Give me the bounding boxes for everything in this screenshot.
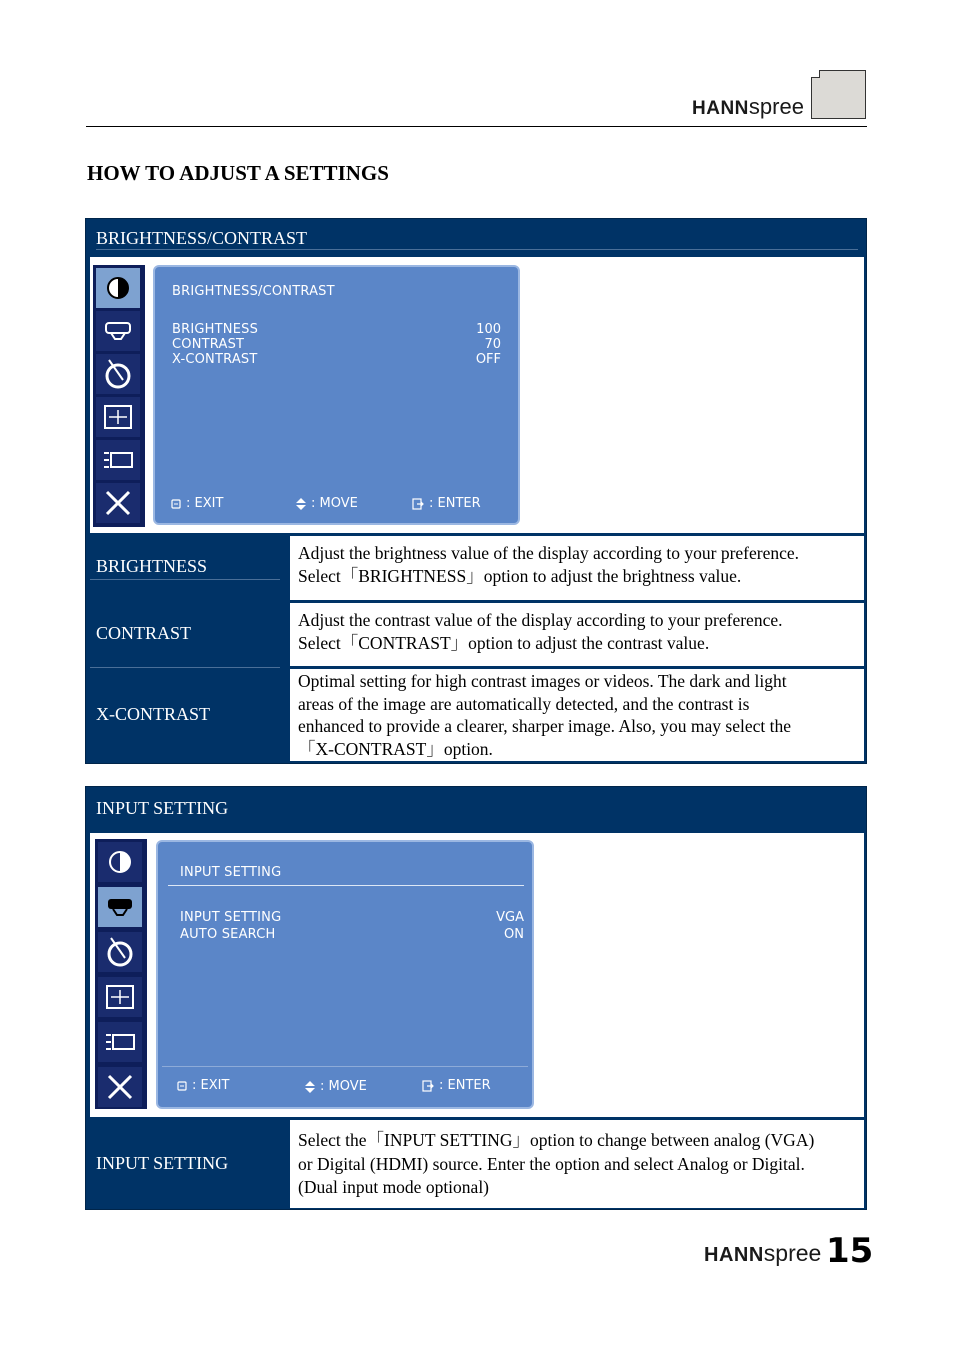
osd-tab-input <box>98 887 142 927</box>
row-divider <box>90 667 280 668</box>
osd-item-label: CONTRAST <box>172 337 245 352</box>
header-brand-logo <box>692 94 804 120</box>
osd-tab-brightness <box>98 842 142 882</box>
footer-brand-logo <box>704 1240 821 1267</box>
brand-bold: HANN <box>704 1244 764 1266</box>
osd-tab-position <box>96 397 140 437</box>
up-down-arrow-icon <box>296 498 306 510</box>
osd-tab-osd <box>96 440 140 480</box>
brightness-icon <box>104 274 132 302</box>
row-description: Adjust the brightness value of the display according to your preference. Select「BRIGHTNESS」option to adjust the brightness value. <box>290 536 864 600</box>
settings-row-contrast <box>86 603 866 666</box>
color-palette-icon <box>103 358 133 390</box>
page-title: HOW TO ADJUST A SETTINGS <box>87 161 389 185</box>
osd-item-value: VGA <box>496 910 524 925</box>
enter-icon <box>412 498 424 510</box>
row-description: Adjust the contrast value of the display according to your preference. Select「CONTRAST」option to adjust the contrast value. <box>290 603 864 666</box>
row-description: Optimal setting for high contrast images or videos. The dark and light areas of the image are automatically detected, and the contrast is enhanced to provide a clearer, sharper image. Also, you may select the 「X-CONTRAST」option. <box>290 669 864 761</box>
osd-sidebar <box>93 265 145 527</box>
settings-row-brightness <box>86 536 866 600</box>
page-tab-notch <box>811 70 820 78</box>
osd-tab-tools <box>96 483 140 523</box>
osd-tab-brightness <box>96 268 140 308</box>
brightness-icon <box>106 848 134 876</box>
osd-item-label: BRIGHTNESS <box>172 322 259 337</box>
settings-row-input-setting <box>86 1120 866 1208</box>
osd-tab-color <box>98 932 142 972</box>
osd-exit-hint: : EXIT <box>177 1078 229 1093</box>
osd-item-value: 100 <box>476 322 501 337</box>
osd-tab-tools <box>98 1067 142 1107</box>
section-heading-underline <box>96 249 858 250</box>
up-down-arrow-icon <box>305 1081 315 1093</box>
header-rule <box>86 126 867 127</box>
osd-title: INPUT SETTING <box>180 865 282 880</box>
osd-tab-position <box>98 977 142 1017</box>
input-connector-icon <box>103 320 133 342</box>
image-position-icon <box>105 984 135 1010</box>
page-number: 15 <box>826 1231 874 1271</box>
osd-tab-color <box>96 354 140 394</box>
enter-icon <box>422 1080 434 1092</box>
row-label: BRIGHTNESS <box>96 556 208 576</box>
section-heading: INPUT SETTING <box>96 798 229 818</box>
osd-enter-hint: : ENTER <box>422 1078 491 1093</box>
input-setting-section <box>85 786 867 1210</box>
osd-screenshot-panel <box>90 257 864 533</box>
brand-light: spree <box>748 94 804 119</box>
osd-item-label: AUTO SEARCH <box>180 927 276 942</box>
brand-bold: HANN <box>692 98 749 119</box>
color-palette-icon <box>105 936 135 968</box>
osd-exit-hint: : EXIT <box>171 496 223 511</box>
section-heading: BRIGHTNESS/CONTRAST <box>96 228 308 248</box>
osd-item-value: 70 <box>484 337 501 352</box>
exit-icon <box>177 1081 187 1091</box>
row-label: X-CONTRAST <box>96 704 211 724</box>
osd-move-hint: : MOVE <box>305 1079 367 1094</box>
osd-footer-divider <box>162 1066 528 1067</box>
osd-tab-osd <box>98 1022 142 1062</box>
osd-sidebar <box>95 839 147 1109</box>
osd-move-hint: : MOVE <box>296 496 358 511</box>
osd-menu-panel <box>156 840 534 1109</box>
osd-title-divider <box>168 885 524 886</box>
row-label: INPUT SETTING <box>96 1153 229 1173</box>
row-description: Select the「INPUT SETTING」option to change between analog (VGA) or Digital (HDMI) source. Enter the option and select Analog or Digital. (Dual input mode optional) <box>290 1120 864 1208</box>
osd-settings-icon <box>104 1031 136 1053</box>
tools-icon <box>105 1072 135 1102</box>
osd-settings-icon <box>102 449 134 471</box>
osd-enter-hint: : ENTER <box>412 496 481 511</box>
input-connector-icon <box>105 896 135 918</box>
brightness-contrast-section <box>85 218 867 764</box>
tools-icon <box>103 488 133 518</box>
settings-row-x-contrast <box>86 669 866 761</box>
osd-menu-panel <box>153 265 520 525</box>
exit-icon <box>171 499 181 509</box>
osd-tab-input <box>96 311 140 351</box>
osd-item-label: X-CONTRAST <box>172 352 258 367</box>
row-label-underline <box>90 579 280 580</box>
osd-item-value: OFF <box>475 352 501 367</box>
osd-screenshot-panel <box>90 833 864 1117</box>
osd-item-label: INPUT SETTING <box>180 910 282 925</box>
brand-light: spree <box>763 1240 822 1266</box>
osd-item-value: ON <box>504 927 524 942</box>
row-label: CONTRAST <box>96 623 192 643</box>
osd-title: BRIGHTNESS/CONTRAST <box>172 284 335 299</box>
image-position-icon <box>103 404 133 430</box>
